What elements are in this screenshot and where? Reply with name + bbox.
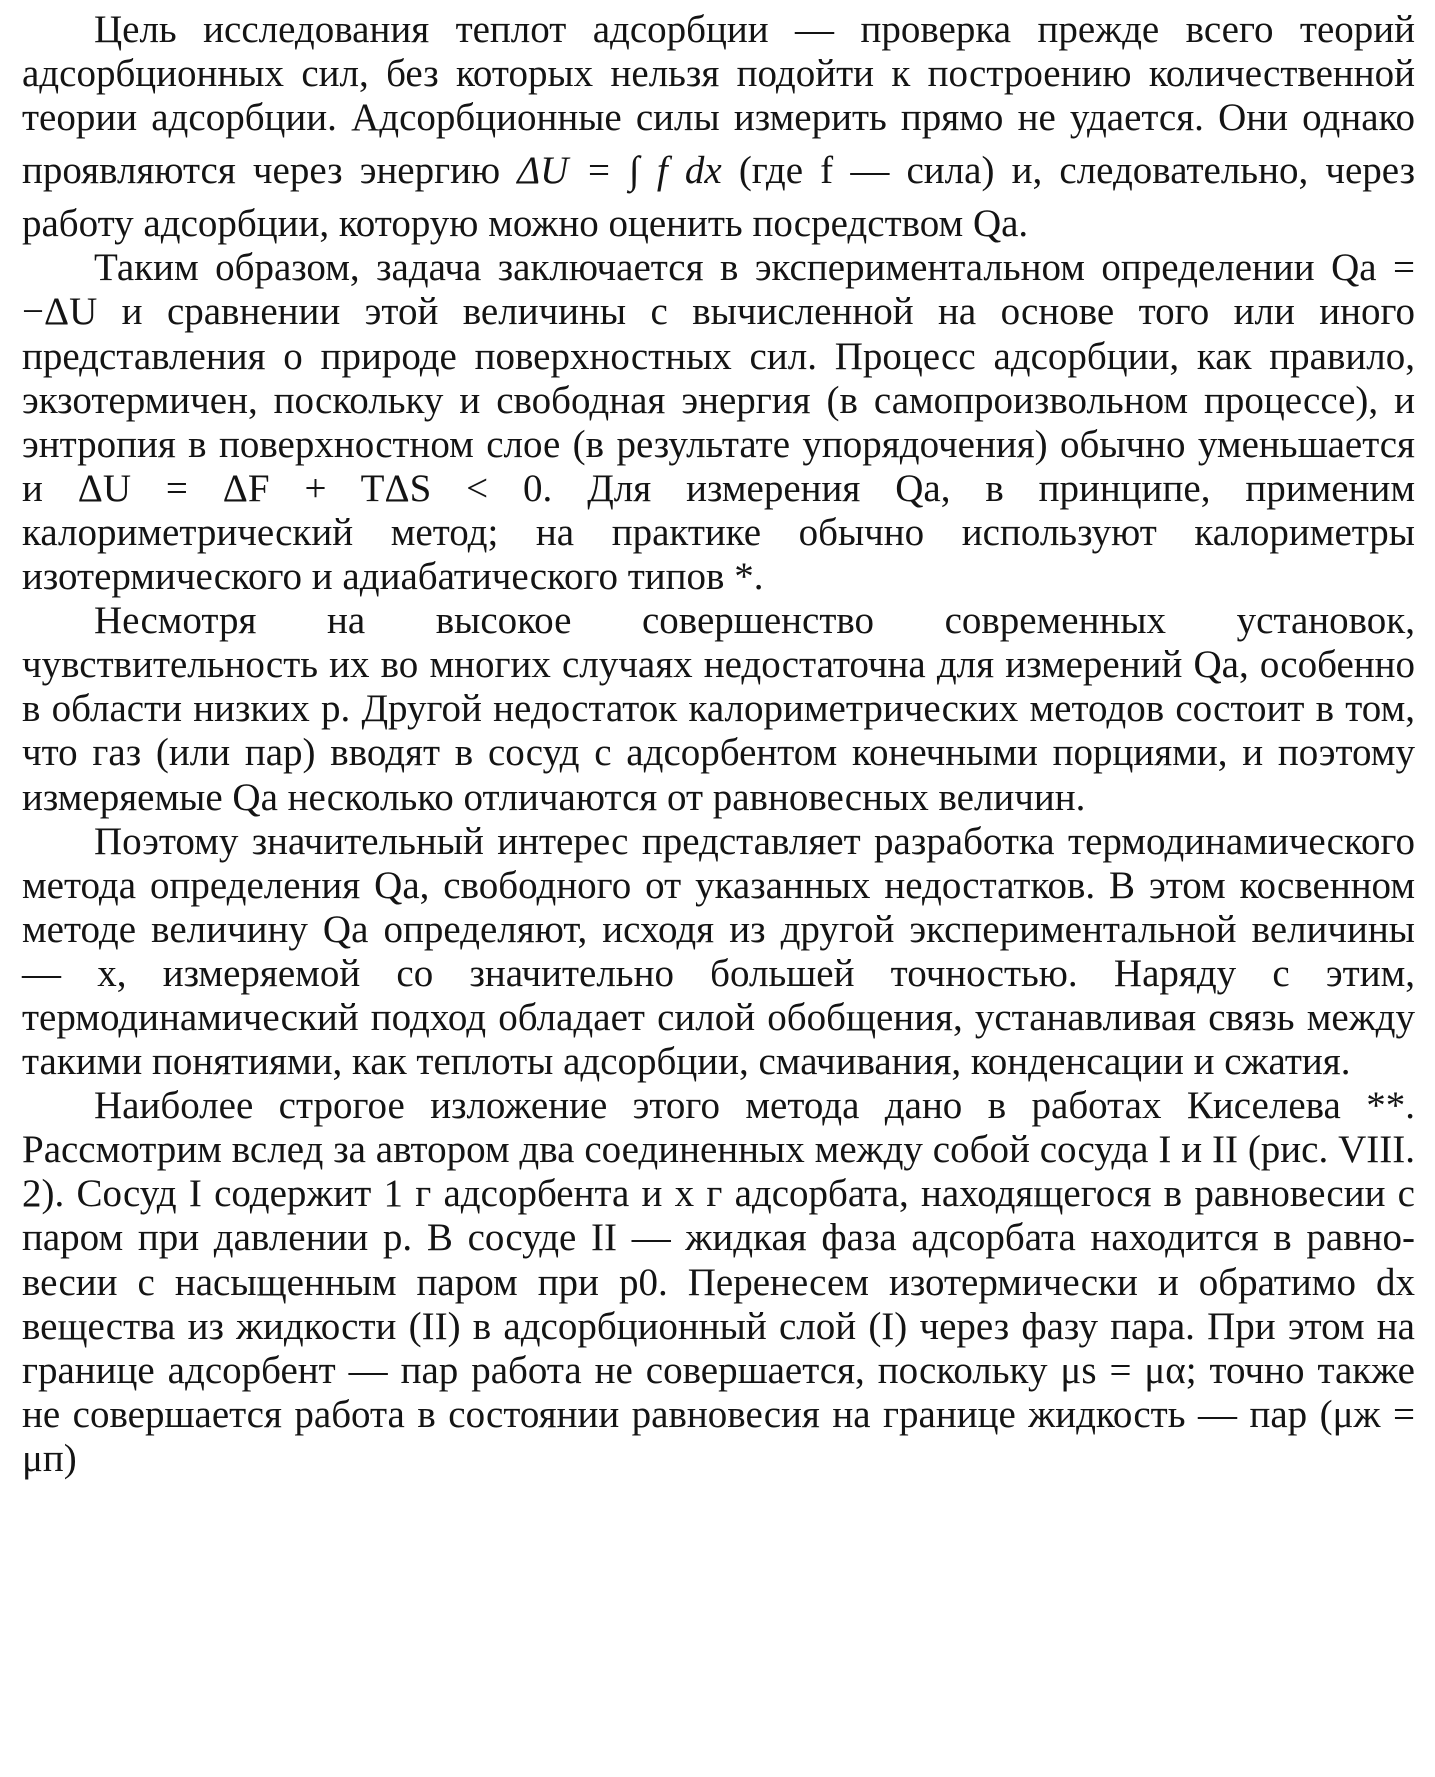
paragraph-2 xyxy=(22,246,1415,599)
paragraph-5 xyxy=(22,1084,1415,1481)
paragraph-1-text-a: Цель исследования теплот адсорбции — проверка прежде всего теорий адсорбционных сил, без которых нельзя подойти к построению количественной теории адсорбции. Адсорбционные силы измерить прямо не удается. Они однако проявляются через энергию xyxy=(22,8,1415,193)
paragraph-4 xyxy=(22,820,1415,1085)
paragraph-3 xyxy=(22,599,1415,819)
paragraph-2-text: Таким образом, задача заключается в экспериментальном определении Qa = −ΔU и сравнении этой величины с вычисленной на основе того или иного представления о природе поверхностных сил. Процесс адсорбции, как правило, экзотермичен, поскольку и свободная энергия (в самопроизвольном процессе), и энтропия в поверхностном слое (в результате упорядочения) обычно уменьшается и ΔU = ΔF + TΔS < 0. Для измерения Qa, в принципе, применим калориметрический метод; на практике обычно используют калориметры изотермического и адиабатического типов *. xyxy=(22,246,1415,599)
energy-integral-formula: ΔU = ∫ f dx xyxy=(517,149,722,193)
paragraph-1 xyxy=(22,8,1415,246)
paragraph-5-text: Наиболее строгое изложение этого метода дано в работах Киселева **. Рассмотрим вслед за автором два соединенных между собой сосуда I и II (рис. VIII. 2). Сосуд I содержит 1 г адсорбента и x г адсорбата, находящегося в равновесии с паром при давлении p. В сосуде II — жидкая фаза адсорбата находится в равновесии с насыщенным паром при p0. Перенесем изотермически и обратимо dx вещества из жидкости (II) в адсорбционный слой (I) через фазу пара. При этом на границе адсорбент — пар работа не совершается, поскольку μs = μα; точно также не совершается работа в состоянии равновесия на границе жидкость — пар (μж = μп) xyxy=(22,1084,1415,1480)
book-page xyxy=(22,8,1415,1481)
paragraph-1-text-b: (где f — сила) и, следовательно, через работу адсорбции, которую можно оценить посредством Qa. xyxy=(22,149,1415,246)
paragraph-3-text: Несмотря на высокое совершенство современных установок, чувствительность их во многих случаях недостаточна для измерений Qa, особенно в области низких p. Другой недостаток калориметрических методов состоит в том, что газ (или пар) вводят в сосуд с адсорбентом конечными порциями, и поэтому измеряемые Qa несколько отличаются от равновесных величин. xyxy=(22,599,1415,819)
paragraph-4-text: Поэтому значительный интерес представляет разработка термодинамического метода определения Qa, свободного от указанных недостатков. В этом косвенном методе величину Qa определяют, исходя из другой экспериментальной величины — x, измеряемой со значительно большей точностью. Наряду с этим, термодинамический подход обладает силой обобщения, устанавливая связь между такими понятиями, как теплоты адсорбции, смачивания, конденсации и сжатия. xyxy=(22,819,1415,1084)
